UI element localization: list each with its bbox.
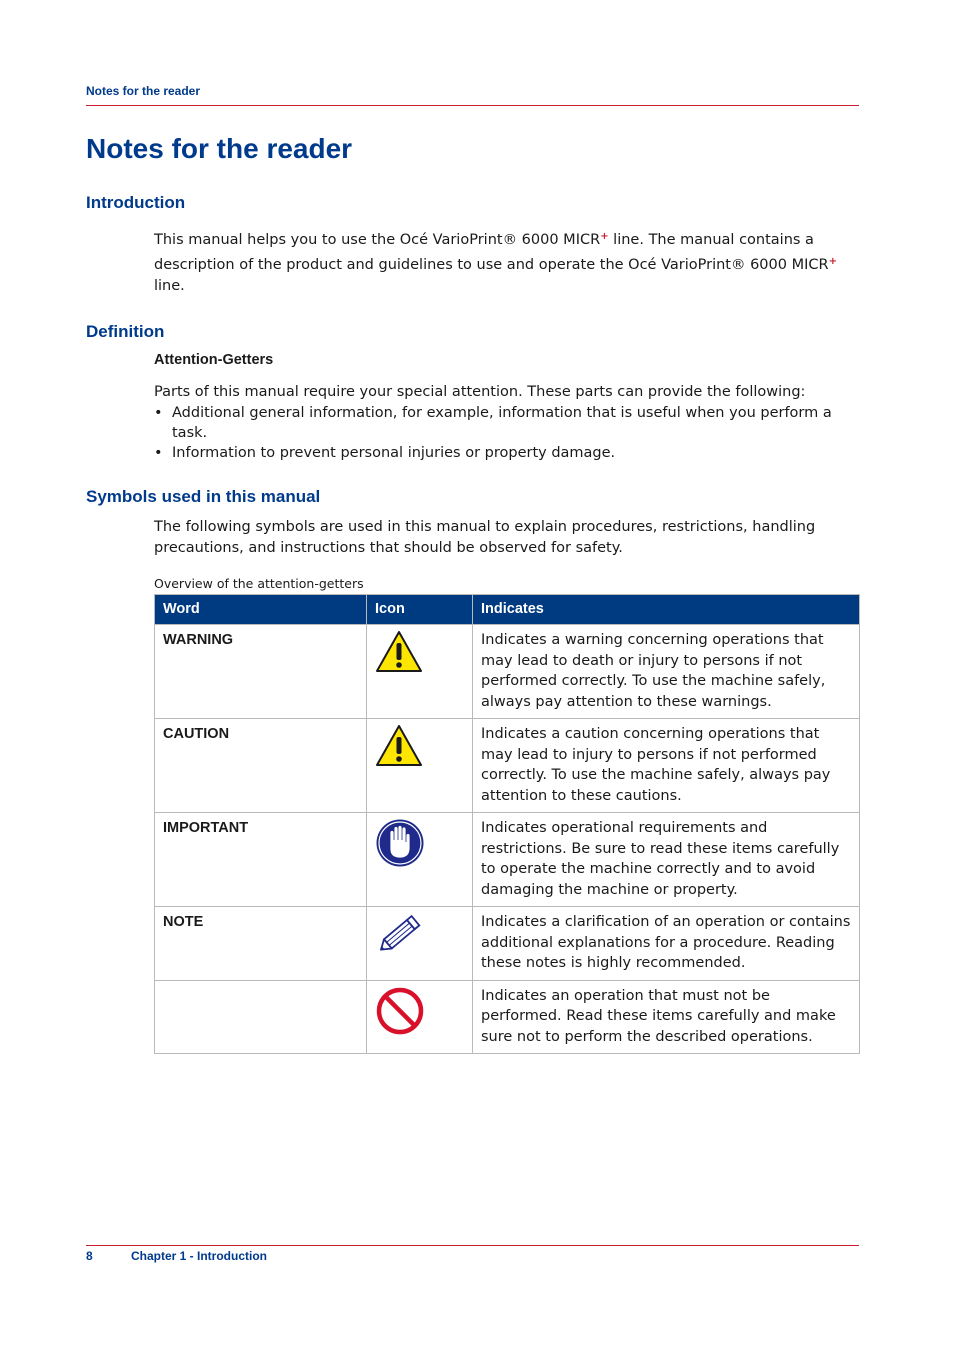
bullet-item: • Additional general information, for example, information that is useful when you perform a task.: [154, 403, 844, 443]
table-header-row: [155, 595, 860, 625]
table-row: [155, 907, 860, 981]
footer-chapter-title: Chapter 1 - Introduction: [131, 1249, 267, 1263]
description-cell: Indicates an operation that must not be performed. Read these items carefully and make sure not to perform the described operations.: [473, 980, 860, 1054]
icon-cell: [367, 625, 473, 719]
table-row: [155, 980, 860, 1054]
column-header-indicates: Indicates: [473, 595, 860, 625]
superscript-plus: +: [600, 231, 609, 242]
column-header-word: Word: [155, 595, 367, 625]
symbols-heading: Symbols used in this manual: [86, 487, 321, 506]
definition-heading: Definition: [86, 322, 165, 341]
introduction-text-part-3: line.: [154, 278, 185, 294]
introduction-text-part-2: line. The manual contains a description of the product and guidelines to use and operate the Océ VarioPrint® 6000 MICR: [154, 232, 829, 273]
page-title: Notes for the reader: [86, 133, 353, 164]
pencil-icon: [375, 912, 425, 958]
symbols-text: The following symbols are used in this manual to explain procedures, restrictions, handling precautions, and instructions that should be observed for safety.: [154, 519, 816, 556]
description-cell: Indicates a clarification of an operation or contains additional explanations for a procedure. Reading these notes is highly recommended.: [473, 907, 860, 981]
introduction-text: [154, 226, 854, 297]
table-row: [155, 625, 860, 719]
description-cell: Indicates a warning concerning operations that may lead to death or injury to persons if not performed correctly. To use the machine safely, always pay attention to these warnings.: [473, 625, 860, 719]
warning-triangle-icon: [375, 630, 423, 674]
introduction-heading: Introduction: [86, 193, 186, 212]
attention-getters-table: [154, 594, 860, 1054]
icon-cell: [367, 907, 473, 981]
superscript-plus: +: [828, 256, 837, 267]
caution-triangle-icon: [375, 724, 423, 768]
icon-cell: [367, 980, 473, 1054]
definition-bullet-list: [154, 403, 844, 463]
prohibited-icon: [375, 986, 425, 1036]
footer-rule: [86, 1245, 859, 1246]
definition-text: Parts of this manual require your special attention. These parts can provide the following:: [154, 384, 806, 400]
word-cell: NOTE: [155, 907, 367, 981]
word-cell: IMPORTANT: [155, 813, 367, 907]
table-row: [155, 719, 860, 813]
table-row: [155, 813, 860, 907]
icon-cell: [367, 719, 473, 813]
column-header-icon: Icon: [367, 595, 473, 625]
header-rule: [86, 105, 859, 106]
word-cell: [155, 980, 367, 1054]
word-cell: CAUTION: [155, 719, 367, 813]
description-cell: Indicates operational requirements and restrictions. Be sure to read these items carefully to operate the machine correctly and to avoid damaging the machine or property.: [473, 813, 860, 907]
bullet-item: • Information to prevent personal injuries or property damage.: [154, 443, 844, 463]
table-caption: Overview of the attention-getters: [154, 576, 364, 591]
word-cell: WARNING: [155, 625, 367, 719]
icon-cell: [367, 813, 473, 907]
attention-getters-subheading: Attention-Getters: [154, 352, 274, 368]
hand-stop-icon: [375, 818, 425, 868]
page-number: 8: [86, 1249, 93, 1263]
introduction-text-part-1: This manual helps you to use the Océ VarioPrint® 6000 MICR: [154, 232, 601, 248]
description-cell: Indicates a caution concerning operations that may lead to injury to persons if not performed correctly. To use the machine safely, always pay attention to these cautions.: [473, 719, 860, 813]
running-head: Notes for the reader: [86, 84, 201, 98]
